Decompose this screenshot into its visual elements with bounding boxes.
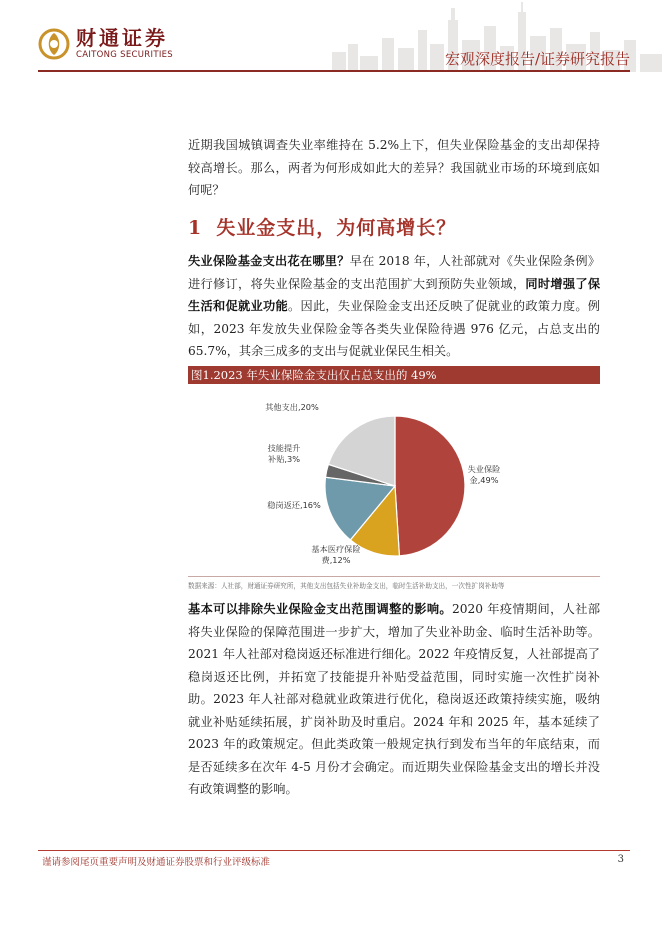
pie-slice-label: 稳岗返还,16% <box>267 500 321 510</box>
logo-chinese-name: 财通证券 <box>76 26 168 50</box>
paragraph-text: 2020 年疫情期间，人社部将失业保险的保障范围进一步扩大，增加了失业补助金、临时生活补助等。2021 年人社部对稳岗返还标准进行细化。2022 年疫情反复，人社部提高了稳岗返还比例，并拓宽了技能提升补贴受益范围，同时实施一次性扩岗补助。2023 年人社部对稳就业政策进行优化，稳岗返还政策持续实施，吸纳就业补贴延续拓展，扩岗补助及时重启。2024 年和 2025 年，基本延续了 2023 年的政策规定。但此类政策一般规定执行到发布当年的年底结束，而是否延续多在次年 4-5 月份才会确定。而近期失业保险基金支出的增长并没有政策调整的影响。 <box>188 602 601 796</box>
paragraph-bold-phrase: 同时增强了保生活和促就业功能 <box>188 276 601 313</box>
page-number: 3 <box>617 854 624 865</box>
figure-source-note: 数据来源：人社部，财通证券研究所，其他支出包括失业补助金支出，临时生活补助支出，一次性扩岗补助等 <box>188 576 600 590</box>
caitong-logo-icon <box>38 28 70 60</box>
pie-slice-label: 失业保险金,49% <box>467 464 501 485</box>
pie-slice-label: 其他支出,20% <box>265 402 319 412</box>
expenditure-pie-chart <box>188 388 600 574</box>
paragraph-text: 。因此，失业保险金支出还反映了促就业的政策力度。例如，2023 年发放失业保险金等各类失业保险待遇 976 亿元，占总支出的 65.7%，其余三成多的支出与促就业保民生相关。 <box>188 299 600 358</box>
report-type-label: 宏观深度报告/证券研究报告 <box>444 50 630 68</box>
paragraph-lead: 失业保险基金支出花在哪里？ <box>188 254 350 268</box>
pie-slice-label: 基本医疗保险费,12% <box>311 544 361 565</box>
header-divider <box>38 70 630 72</box>
pie-slice <box>395 416 465 556</box>
figure-caption: 图1.2023 年失业保险金支出仅占总支出的 49% <box>188 366 600 384</box>
company-logo <box>38 28 173 60</box>
intro-paragraph: 近期我国城镇调查失业率维持在 5.2%上下，但失业保险基金的支出却保持较高增长。那么，两者为何形成如此大的差异？我国就业市场的环境到底如何呢？ <box>188 138 600 197</box>
logo-english-name: CAITONG SECURITIES <box>76 50 173 60</box>
paragraph-lead: 基本可以排除失业保险金支出范围调整的影响。 <box>188 602 452 616</box>
paragraph-text: 早在 2018 年，人社部就对《失业保险条例》进行修订，将失业保险基金的支出范围扩大到预防失业领域， <box>188 254 601 291</box>
footer-divider <box>38 850 630 851</box>
section-number: 1 <box>188 217 203 239</box>
paragraph-expenditure-scope <box>188 250 600 363</box>
footer-disclaimer: 谨请参阅尾页重要声明及财通证券股票和行业评级标准 <box>42 857 271 868</box>
section-title-text: 失业金支出，为何高增长？ <box>216 217 457 239</box>
page-header <box>0 0 662 80</box>
pie-slice-label: 技能提升补贴,3% <box>267 443 301 464</box>
section-heading <box>188 213 456 240</box>
paragraph-policy-adjustment <box>188 598 600 801</box>
